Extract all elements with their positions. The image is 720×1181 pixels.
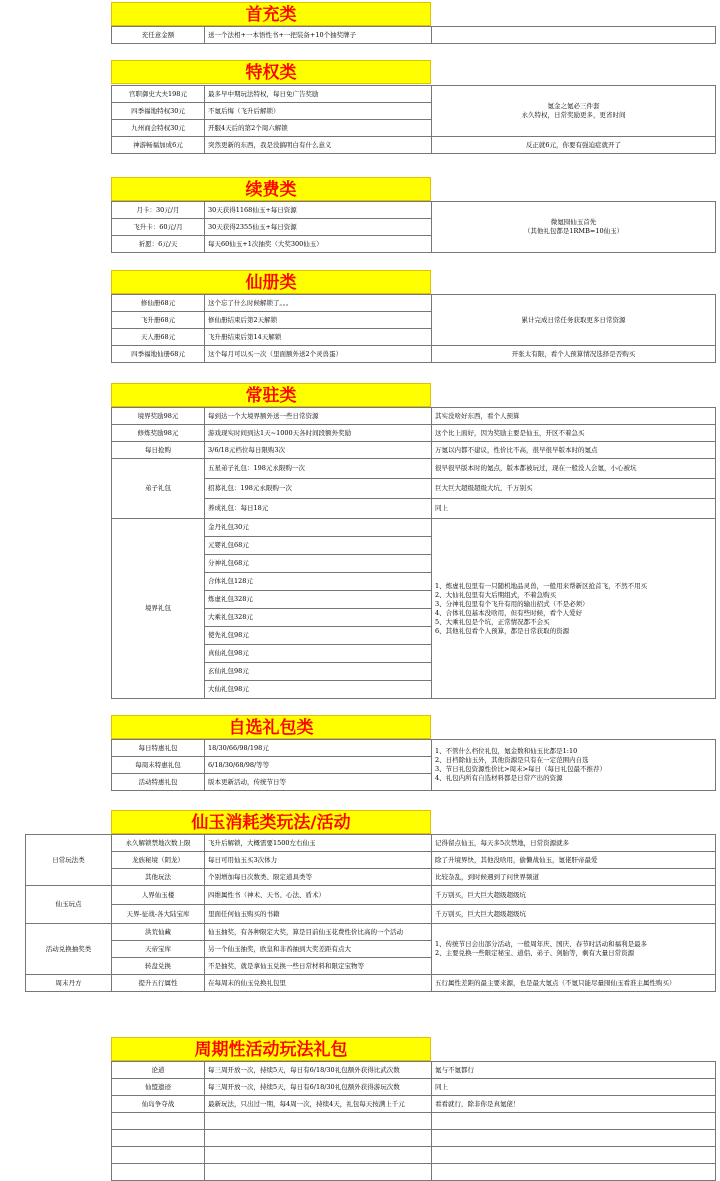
table-row <box>112 740 716 757</box>
table-row <box>26 852 716 869</box>
empty-cell <box>205 1147 432 1164</box>
row-name: 飞升卡：60元/月 <box>112 219 205 236</box>
row-name: 其他玩法 <box>112 869 205 886</box>
row-desc: 每三周开放一次，持续5天，每日有6/18/30礼包额外获得游玩次数 <box>205 1079 432 1096</box>
table-row <box>112 442 716 459</box>
note-line: 2、大仙礼包里有大后期组式，不着急购买 <box>435 590 557 599</box>
row-desc: 飞升册结束后第14天解锁 <box>205 329 432 346</box>
empty-cell <box>205 1113 432 1130</box>
empty-cell <box>205 1130 432 1147</box>
group-label: 活动兑换抽奖类 <box>26 924 112 975</box>
row-desc: 飞升后解锁，大概需要1500左右仙玉 <box>205 835 432 852</box>
row-note: 看看就行，除非你是真氪佬！ <box>432 1096 716 1113</box>
row-name: 每日抢购 <box>112 442 205 459</box>
group-label: 日常玩法类 <box>26 835 112 886</box>
jade-consumption-table <box>25 834 716 992</box>
row-note: 同上 <box>432 1079 716 1096</box>
note-line: 1、炼虚礼包里有一只随机地品灵兽，一般用来帮新区抢首飞，不然不用买 <box>435 581 648 590</box>
row-desc: 18/30/66/98/198元 <box>205 740 432 757</box>
event-notes <box>432 924 716 975</box>
row-note: 这个比上面好，因为奖励主要是仙玉，开区不着急买 <box>432 425 716 442</box>
row-note: 氪与不氪都行 <box>432 1062 716 1079</box>
section-title-renewal: 续费类 <box>111 177 431 201</box>
table-row <box>112 1164 716 1181</box>
row-desc: 仙玉抽奖，有各种限定大奖，算是目前仙玉花费性价比高的一个活动 <box>205 924 432 941</box>
row-note: 比较杂乱，到时候遇到了问世界频道 <box>432 869 716 886</box>
row-desc: 在每周末的仙玉兑换礼包里 <box>205 975 432 992</box>
jingjie-item: 炼虚礼包328元 <box>205 591 432 609</box>
section-title-first-recharge: 首充类 <box>111 2 431 26</box>
row-desc: 招募礼包：198元永限购一次 <box>205 479 432 499</box>
immortal-book-table <box>111 294 716 363</box>
row-desc: 修仙册结束后第2天解锁 <box>205 312 432 329</box>
table-row <box>112 459 716 479</box>
row-note: 巨大巨大超级超级大坑，千万别买 <box>432 479 716 499</box>
row-note: 千万别买，巨大巨大超级超级坑 <box>432 886 716 905</box>
empty-cell <box>432 1164 716 1181</box>
group-label: 周末丹方 <box>26 975 112 992</box>
table-row <box>112 346 716 363</box>
row-note: 五行属性差距的最主要来源，也是最大氪点（不氪只能尽量囤仙玉看准主属性购买） <box>432 975 716 992</box>
row-desc: 游戏现实时间到达1天~1000天各时间段额外奖励 <box>205 425 432 442</box>
optional-pack-table <box>111 739 716 791</box>
row-note <box>432 27 716 44</box>
row-name: 飞升册68元 <box>112 312 205 329</box>
table-row <box>112 519 716 537</box>
section-title-optional-pack: 自选礼包类 <box>111 715 431 739</box>
section-title-periodic-event: 周期性活动玩法礼包 <box>111 1037 431 1061</box>
jingjie-item: 分神礼包68元 <box>205 555 432 573</box>
jingjie-item: 大仙礼包98元 <box>205 681 432 699</box>
note-line: 3、节日礼包资源性价比>周末>每日（每日礼包最不推荐） <box>435 765 607 773</box>
row-desc: 不氪后悔（飞升后解锁） <box>205 103 432 120</box>
renewal-table <box>111 201 716 253</box>
row-desc: 30天获得2355仙玉+每日资源 <box>205 219 432 236</box>
dizi-label: 弟子礼包 <box>112 459 205 519</box>
row-note: 千万别买，巨大巨大超级超级坑 <box>432 905 716 924</box>
jingjie-item: 大乘礼包328元 <box>205 609 432 627</box>
empty-cell <box>432 1113 716 1130</box>
immortal-book-note-2: 开张太有限，看个人预算情况选择是否购买 <box>432 346 716 363</box>
row-name: 龙族秘境（阴龙） <box>112 852 205 869</box>
table-row <box>26 886 716 905</box>
group-label: 仙玉玩点 <box>26 886 112 924</box>
row-desc: 养成礼包：每日18元 <box>205 499 432 519</box>
empty-cell <box>112 1113 205 1130</box>
row-desc: 每天60仙玉+1次抽奖（大奖300仙玉） <box>205 236 432 253</box>
permanent-table <box>111 407 716 699</box>
row-note: 除了升境界快，其他没啥用，偷懒战仙玉，氪佬肝帝最爱 <box>432 852 716 869</box>
row-desc: 每日可用仙玉买3次体力 <box>205 852 432 869</box>
table-row <box>112 202 716 219</box>
row-name: 论道 <box>112 1062 205 1079</box>
privilege-note-2: 反正就6元，你要有强迫症就开了 <box>432 137 716 154</box>
row-name: 仙岛争夺战 <box>112 1096 205 1113</box>
row-name: 修仙册68元 <box>112 295 205 312</box>
row-desc: 这个每月可以买一次（里面额外送2个灵兽蛋） <box>205 346 432 363</box>
row-name: 祈愿：6元/天 <box>112 236 205 253</box>
jingjie-item: 元婴礼包68元 <box>205 537 432 555</box>
row-desc: 6/18/30/68/98/等等 <box>205 757 432 774</box>
row-desc: 这个忘了什么时候解锁了。。。 <box>205 295 432 312</box>
empty-cell <box>205 1164 432 1181</box>
row-desc: 四维属性书（神术、天书、心法、盾术） <box>205 886 432 905</box>
row-desc: 开服4天后的第2个周六解锁 <box>205 120 432 137</box>
periodic-event-table <box>111 1061 716 1181</box>
table-row <box>26 869 716 886</box>
note-line: 2、主要兑换一些限定秘宝、道侣、弟子、剑胎等，剩有大量日常资源 <box>435 949 635 957</box>
row-name: 天界-征战-各大陆宝库 <box>112 905 205 924</box>
jingjie-item: 使先礼包98元 <box>205 627 432 645</box>
row-name: 四季福地仙册68元 <box>112 346 205 363</box>
optional-pack-notes <box>432 740 716 791</box>
section-title-jade-consumption: 仙玉消耗类玩法/活动 <box>111 810 431 834</box>
note-text: 微氪囤仙玉首先 （其他礼包都是1RMB=10仙玉） <box>523 218 624 235</box>
privilege-table <box>111 85 716 154</box>
table-row <box>112 1079 716 1096</box>
table-row <box>112 295 716 312</box>
row-name: 神游畅福加成6元 <box>112 137 205 154</box>
privilege-note <box>432 86 716 137</box>
row-name: 仙盟遗迹 <box>112 1079 205 1096</box>
table-row <box>26 835 716 852</box>
section-title-permanent: 常驻类 <box>111 383 431 407</box>
jingjie-item: 真仙礼包98元 <box>205 645 432 663</box>
jingjie-item: 金丹礼包30元 <box>205 519 432 537</box>
row-note: 记得留点仙玉，每天多5次禁地，日常资源就多 <box>432 835 716 852</box>
table-row <box>112 408 716 425</box>
row-name: 人界仙玉楼 <box>112 886 205 905</box>
note-line: 1、不管什么档位礼包，氪金数和仙玉比都是1:10 <box>435 747 578 755</box>
row-desc: 五星弟子礼包：198元永限购一次 <box>205 459 432 479</box>
renewal-note <box>432 202 716 253</box>
row-note: 同上 <box>432 499 716 519</box>
note-line: 1、传统节日会出部分活动，一般周年庆、国庆、春节时活动和福利是最多 <box>435 940 648 948</box>
row-desc: 送一个法相+一本悟性书+一把装备+10个抽奖牌子 <box>205 27 432 44</box>
table-row <box>26 924 716 941</box>
jingjie-label: 境界礼包 <box>112 519 205 699</box>
table-row <box>112 1062 716 1079</box>
row-name: 天人册68元 <box>112 329 205 346</box>
empty-cell <box>432 1130 716 1147</box>
row-desc: 不是抽奖，就是拿仙玉兑换一些日常材料和限定宝物等 <box>205 958 432 975</box>
table-row <box>26 975 716 992</box>
row-desc: 突然更新的东西，我是没搞明白有什么意义 <box>205 137 432 154</box>
note-line: 6、其他礼包看个人预算，都是日常获取的资源 <box>435 626 570 635</box>
row-desc: 最新玩法，只出过一期，每4周一次，持续4天，礼包每天按满上千元 <box>205 1096 432 1113</box>
row-name: 九州商会特权30元 <box>112 120 205 137</box>
table-row <box>112 27 716 44</box>
row-name: 每日特惠礼包 <box>112 740 205 757</box>
row-name: 官职御史大夫198元 <box>112 86 205 103</box>
immortal-book-note: 累计完成日常任务获取更多日常资源 <box>432 295 716 346</box>
row-note: 很早很早版本时的氪点，版本都被玩过，现在一般没人会氪，小心被坑 <box>432 459 716 479</box>
empty-cell <box>112 1130 205 1147</box>
section-title-privilege: 特权类 <box>111 60 431 84</box>
row-desc: 里面任何仙玉购买的书籍 <box>205 905 432 924</box>
row-name: 提升五行属性 <box>112 975 205 992</box>
note-line: 2、日档除仙玉外，其他资源是只有在一定范围内自选 <box>435 756 589 764</box>
row-note: 万氪以内都不建议，性价比不高，很早很早版本时的氪点 <box>432 442 716 459</box>
note-line: 4、合体礼包基本没啥用，但有些时候，看个人爱好 <box>435 608 583 617</box>
row-name: 四季福地特权30元 <box>112 103 205 120</box>
row-desc: 每到达一个大境界额外送一些日常资源 <box>205 408 432 425</box>
row-name: 月卡：30元/月 <box>112 202 205 219</box>
table-row <box>112 1147 716 1164</box>
row-desc: 30天获得1168仙玉+每日资源 <box>205 202 432 219</box>
row-desc: 个别增加每日次数类、限定道具类等 <box>205 869 432 886</box>
jingjie-item: 玄仙礼包98元 <box>205 663 432 681</box>
row-desc: 每三周开放一次，持续5天，每日有6/18/30礼包额外获得比武次数 <box>205 1062 432 1079</box>
row-name: 转盘兑换 <box>112 958 205 975</box>
note-line: 4、礼包内所有自选材料都是日常产出的资源 <box>435 774 563 782</box>
jingjie-notes <box>432 519 716 699</box>
table-row <box>26 905 716 924</box>
empty-cell <box>432 1147 716 1164</box>
section-title-immortal-book: 仙册类 <box>111 270 431 294</box>
row-name: 永久解锁禁地次数上限 <box>112 835 205 852</box>
row-desc: 3/6/18元档位每日限购3次 <box>205 442 432 459</box>
row-desc: 最多早中期玩法特权，每日免广告奖励 <box>205 86 432 103</box>
row-name: 充任意金额 <box>112 27 205 44</box>
row-desc: 另一个仙玉抽奖，欧皇和非酋抽到大奖差距有点大 <box>205 941 432 958</box>
row-name: 境界奖励98元 <box>112 408 205 425</box>
empty-cell <box>112 1164 205 1181</box>
empty-cell <box>112 1147 205 1164</box>
table-row <box>112 86 716 103</box>
row-name: 每周末特惠礼包 <box>112 757 205 774</box>
first-recharge-table <box>111 26 716 44</box>
jingjie-item: 合体礼包128元 <box>205 573 432 591</box>
note-line: 5、大乘礼包是个坑，正常情况都不会买 <box>435 617 550 626</box>
row-desc: 版本更新活动，传统节日等 <box>205 774 432 791</box>
table-row <box>112 1096 716 1113</box>
table-row <box>112 1113 716 1130</box>
table-row <box>112 137 716 154</box>
table-row <box>112 1130 716 1147</box>
table-row <box>112 425 716 442</box>
row-name: 活动特惠礼包 <box>112 774 205 791</box>
row-note: 其实没啥好东西，看个人预算 <box>432 408 716 425</box>
row-name: 洪荒仙藏 <box>112 924 205 941</box>
row-name: 天帝宝库 <box>112 941 205 958</box>
note-line: 3、分神礼包里有个飞升有用的输出招式（不是必须） <box>435 599 589 608</box>
note-text: 氪金之氪必三件套 永久特权，日常奖励更多，更省时间 <box>521 102 626 119</box>
row-name: 修炼奖励98元 <box>112 425 205 442</box>
